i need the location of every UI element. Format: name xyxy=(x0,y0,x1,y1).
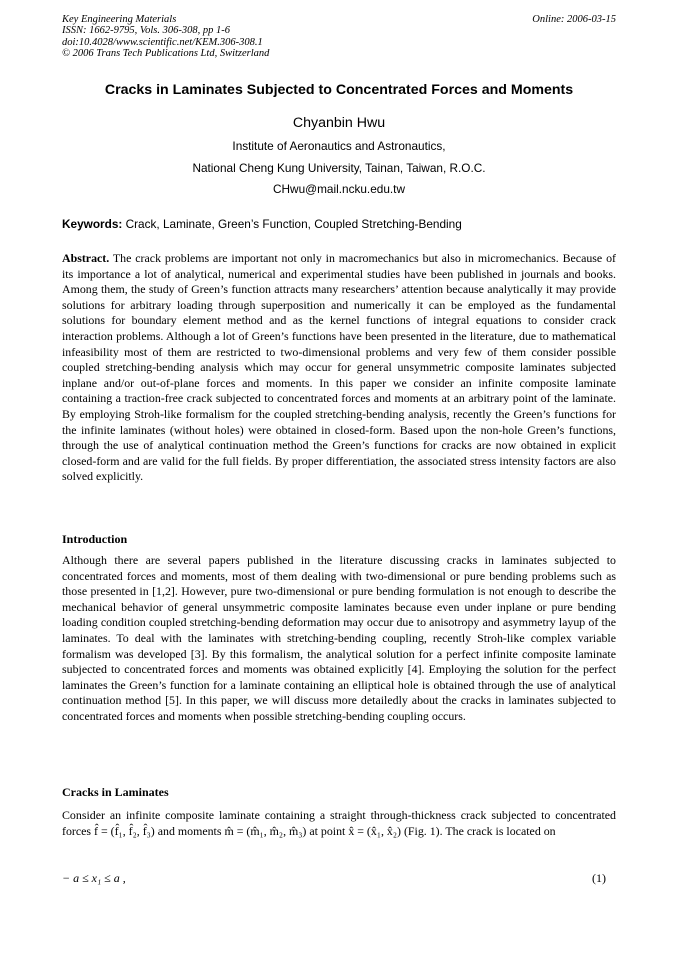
abstract xyxy=(62,251,616,485)
equation-1 xyxy=(62,871,616,886)
cracks-text-a: Consider an infinite composite laminate containing a straight through-thickness crack subjected to concentrated forces xyxy=(62,808,616,838)
force-expression: f̂ = (f̂₁, f̂₂, f̂₃) xyxy=(94,823,155,838)
cracks-text-b: and moments xyxy=(154,823,225,838)
cracks-text-d: (Fig. 1). The crack is located on xyxy=(400,823,556,838)
keywords xyxy=(62,217,462,231)
paper-title: Cracks in Laminates Subjected to Concentrated Forces and Moments xyxy=(104,82,574,98)
journal-name: Key Engineering Materials xyxy=(62,14,177,25)
copyright-line: © 2006 Trans Tech Publications Ltd, Switzerland xyxy=(62,48,270,60)
issn-line: ISSN: 1662-9795, Vols. 306-308, pp 1-6 xyxy=(62,25,230,37)
running-header xyxy=(62,14,616,60)
cracks-text-c: at point xyxy=(306,823,349,838)
equation-expression: − a ≤ x₁ ≤ a , xyxy=(62,871,126,885)
introduction-heading: Introduction xyxy=(62,532,128,546)
doi-line: doi:10.4028/www.scientific.net/KEM.306-308.1 xyxy=(62,36,263,48)
cracks-heading: Cracks in Laminates xyxy=(62,785,169,799)
cracks-paragraph xyxy=(62,808,616,839)
affiliation-line-2: National Cheng Kung University, Tainan, Taiwan, R.O.C. xyxy=(192,161,486,175)
equation-number: (1) xyxy=(592,871,606,885)
moment-expression: m̂ = (m̂₁, m̂₂, m̂₃) xyxy=(224,823,307,838)
abstract-label: Abstract. xyxy=(62,251,110,265)
introduction-text: Although there are several papers published in the literature discussing cracks in laminates subjected to concentrated forces and moments, most of them dealing with two-dimensional or pure bending problems such as those presented in [1,2]. However, pure two-dimensional or pure bending formulation is not enough to describe the mechanical behavior of general unsymmetric composite laminates because even under inplane or pure bending loading condition coupled stretching-bending deformation may occur due to anisotropy and asymmetry layup of the laminates. To deal with the laminates with stretching-bending coupling, recently Stroh-like complex variable formalism was developed [3]. By this formalism, the analytical solution for a perfect infinite composite laminate subjected to concentrated forces and moments was obtained explicitly [4]. Employing the solution for the perfect laminates the Green’s function for a laminate containing an elliptical hole is obtained through the use of analytical continuation method [5]. In this paper, we will discuss more detailedly about the cracks in laminates subjected to concentrated forces and moments when possible stretching-bending coupling occurs. xyxy=(62,553,616,723)
point-expression: x̂ = (x̂₁, x̂₂) xyxy=(348,823,401,838)
online-date: Online: 2006-03-15 xyxy=(532,14,616,25)
author-name: Chyanbin Hwu xyxy=(292,115,386,131)
author-email: CHwu@mail.ncku.edu.tw xyxy=(273,182,405,196)
affiliation-line-1: Institute of Aeronautics and Astronautics, xyxy=(232,139,446,153)
keywords-label: Keywords: xyxy=(62,217,123,231)
keywords-text: Crack, Laminate, Green’s Function, Coupled Stretching-Bending xyxy=(122,217,462,231)
abstract-text: The crack problems are important not only in macromechanics but also in micromechanics. Because of its importance a lot of analytical, numerical and experimental studies have been published in journals and books. Among them, the study of Green’s function attracts many researchers’ attention because analytically it may provide solutions for arbitrary loading through superposition and numerically it can be employed as the fundamental solutions for boundary element method and as the kernel functions of integral equations to consider crack interaction problems. Although a lot of Green’s functions have been presented in the literature, due to mathematical infeasibility most of them are restricted to two-dimensional problems and very few of them consider possible coupled stretching-bending analysis which may occur for general unsymmetric composite laminates subjected inplane and/or out-of-plane forces and moments. In this paper we consider an infinite composite laminate containing a traction-free crack subjected to concentrated forces and moments at an arbitrary point of the laminate. By employing Stroh-like formalism for the coupled stretching-bending analysis, recently the Green’s functions for the infinite laminates (without holes) were obtained in closed-form. Based upon the non-hole Green’s functions, through the use of analytical continuation method the Green’s functions for cracks are now obtained in explicit closed-form and are valid for the full fields. By proper differentiation, the associated stress intensity factors are also solved explicitly. xyxy=(62,251,616,484)
